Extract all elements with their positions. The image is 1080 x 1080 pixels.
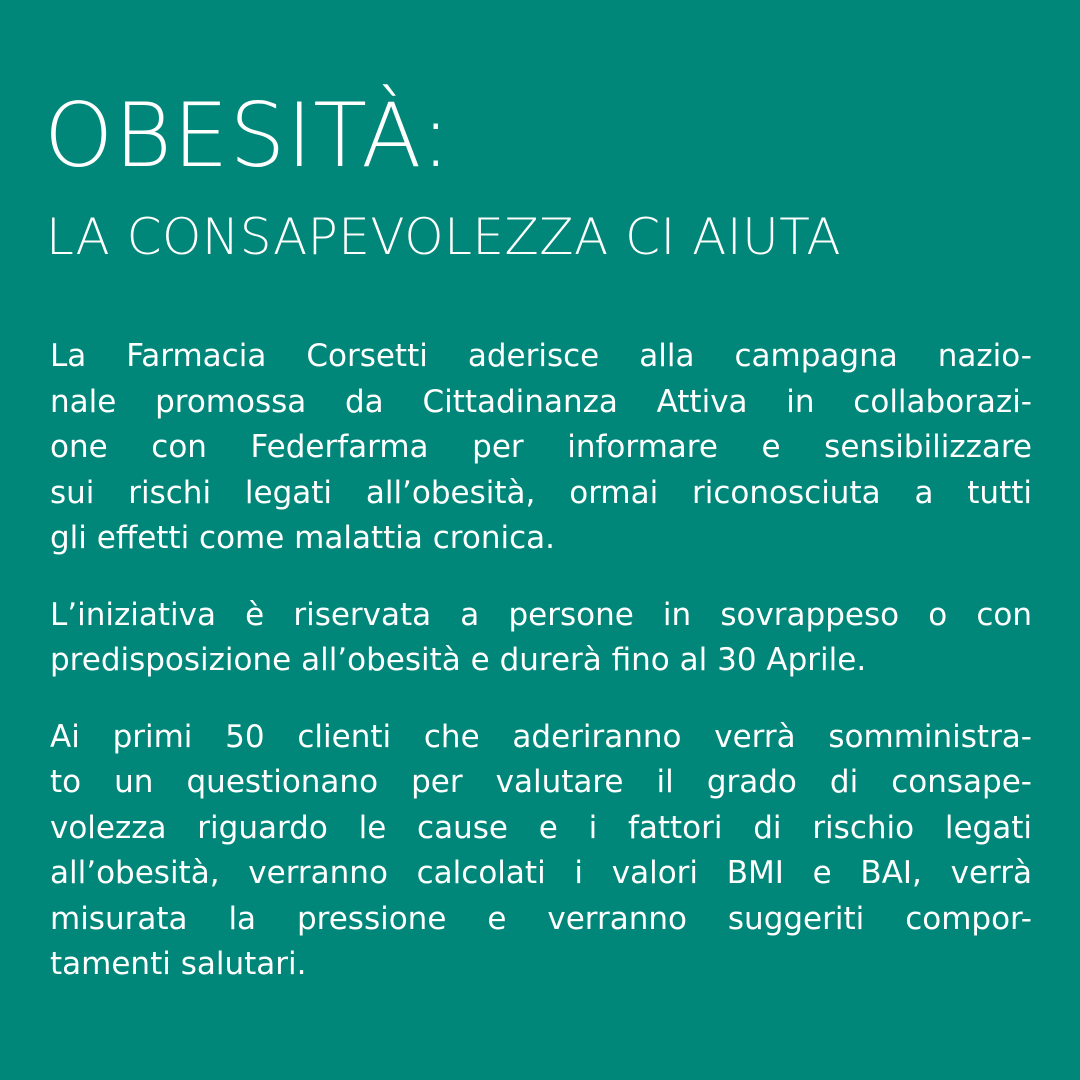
text-line: L’iniziativa è riservata a persone in sovrappeso o con — [50, 596, 1032, 633]
paragraph-campaign — [50, 334, 1032, 562]
text-line: La Farmacia Corsetti aderisce alla campagna nazio- — [50, 338, 1032, 374]
text-line: all’obesità, verranno calcolati i valori BMI e BAI, verrà — [50, 855, 1032, 891]
text-line: misurata la pressione e verranno suggeriti compor- — [50, 900, 1032, 937]
poster-subtitle: LA CONSAPEVOLEZZA CI AIUTA — [46, 208, 842, 266]
paragraph-initiative — [50, 593, 1032, 684]
text-line: Ai primi 50 clienti che aderiranno verrà somministra- — [50, 718, 1032, 755]
text-line: to un questionano per valutare il grado di consape- — [50, 764, 1032, 800]
text-line: volezza riguardo le cause e i fattori di rischio legati — [50, 809, 1032, 846]
text-line: one con Federfarma per informare e sensibilizzare — [50, 429, 1032, 465]
poster-title: OBESITÀ: — [44, 84, 452, 187]
text-line: predisposizione all’obesità e durerà fino al 30 Aprile. — [50, 642, 867, 678]
poster-body — [50, 334, 1032, 1019]
text-line: sui rischi legati all’obesità, ormai riconosciuta a tutti — [50, 474, 1032, 511]
paragraph-questionnaire — [50, 715, 1032, 988]
text-line: tamenti salutari. — [50, 946, 307, 982]
text-line: nale promossa da Cittadinanza Attiva in collaborazi- — [50, 383, 1032, 420]
text-line: gli effetti come malattia cronica. — [50, 520, 555, 556]
